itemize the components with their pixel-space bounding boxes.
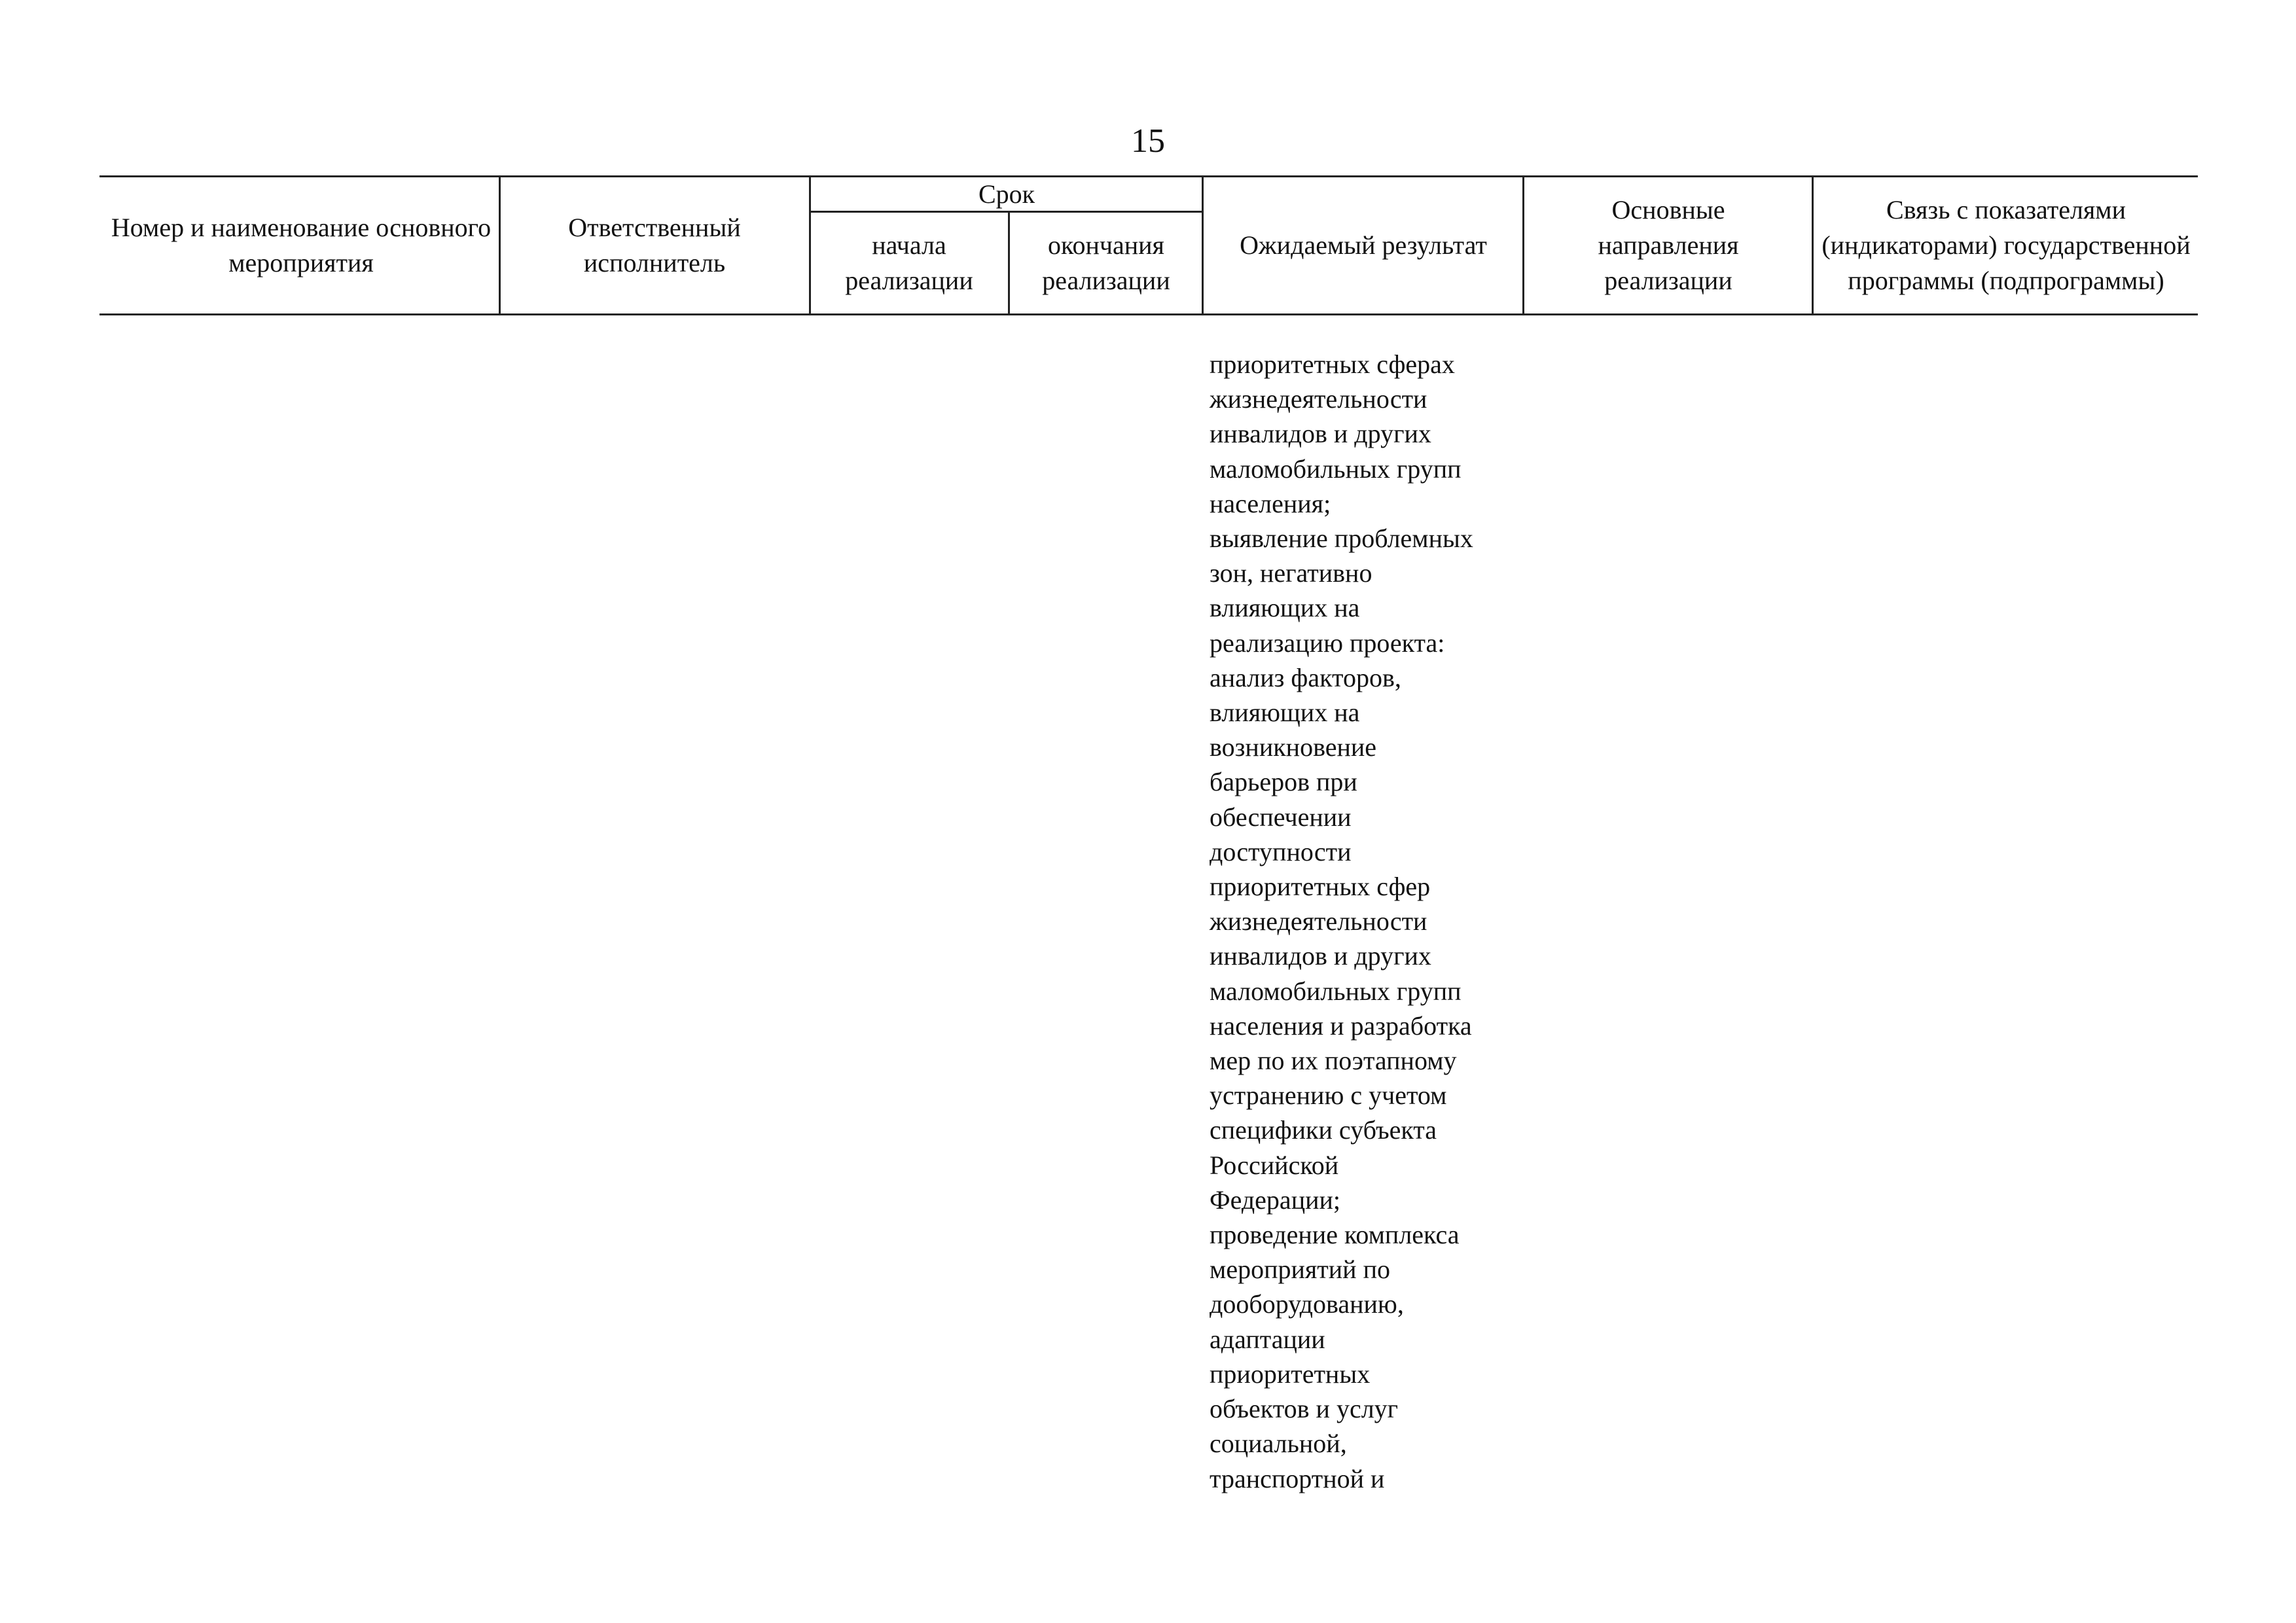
result-line: приоритетных сферах (1210, 349, 1455, 379)
result-line: обеспечении (1210, 802, 1352, 832)
result-line: социальной, (1210, 1429, 1347, 1459)
result-line: мероприятий по (1210, 1255, 1390, 1285)
header-measure: Номер и наименование основного мероприятия (111, 213, 492, 277)
result-line: влияющих на (1210, 698, 1360, 728)
result-line: мер по их поэтапному (1210, 1046, 1457, 1076)
result-line: маломобильных групп (1210, 454, 1462, 484)
column-divider (1008, 211, 1010, 315)
column-divider (1522, 175, 1524, 315)
result-line: жизнедеятельности (1210, 906, 1427, 936)
expected-result-cell (1210, 347, 1537, 1496)
header-executor: Ответственный исполнитель (568, 213, 741, 277)
result-line: объектов и услуг (1210, 1394, 1399, 1424)
header-link-indicators: Связь с показателями (индикаторами) государственной программы (подпрограммы) (1821, 195, 2191, 295)
column-divider (1202, 175, 1204, 315)
header-expected-result: Ожидаемый результат (1240, 230, 1487, 260)
header-term-start: начала реализации (845, 230, 973, 295)
result-line: транспортной и (1210, 1463, 1385, 1493)
result-line: приоритетных сфер (1210, 872, 1431, 902)
result-line: барьеров при (1210, 767, 1357, 797)
result-line: возникновение (1210, 732, 1377, 762)
header-term-end: окончания реализации (1042, 230, 1170, 295)
result-line: населения; (1210, 488, 1331, 518)
header-main-directions: Основные направления реализации (1598, 195, 1739, 295)
result-line: анализ факторов, (1210, 662, 1401, 692)
column-divider (809, 175, 811, 315)
result-line: инвалидов и других (1210, 419, 1431, 449)
result-line: реализацию проекта: (1210, 628, 1445, 658)
column-divider (499, 175, 501, 315)
column-divider (1812, 175, 1814, 315)
header-term: Срок (978, 179, 1035, 209)
table-header-bottom-rule (99, 313, 2198, 315)
result-line: выявление проблемных (1210, 524, 1473, 554)
result-line: жизнедеятельности (1210, 384, 1427, 414)
result-line: маломобильных групп (1210, 976, 1462, 1006)
result-line: доступности (1210, 836, 1352, 866)
result-line: устранению с учетом (1210, 1080, 1447, 1111)
result-line: адаптации (1210, 1324, 1325, 1354)
result-line: специфики субъекта (1210, 1115, 1437, 1145)
result-line: дооборудованию, (1210, 1289, 1404, 1319)
result-line: населения и разработка (1210, 1010, 1472, 1041)
result-line: влияющих на (1210, 593, 1360, 623)
result-line: приоритетных (1210, 1359, 1371, 1389)
result-line: Российской (1210, 1150, 1339, 1180)
result-line: Федерации; (1210, 1185, 1341, 1215)
result-line: проведение комплекса (1210, 1220, 1460, 1250)
result-line: зон, негативно (1210, 558, 1372, 588)
result-line: инвалидов и других (1210, 941, 1431, 971)
page-number: 15 (1131, 122, 1165, 160)
